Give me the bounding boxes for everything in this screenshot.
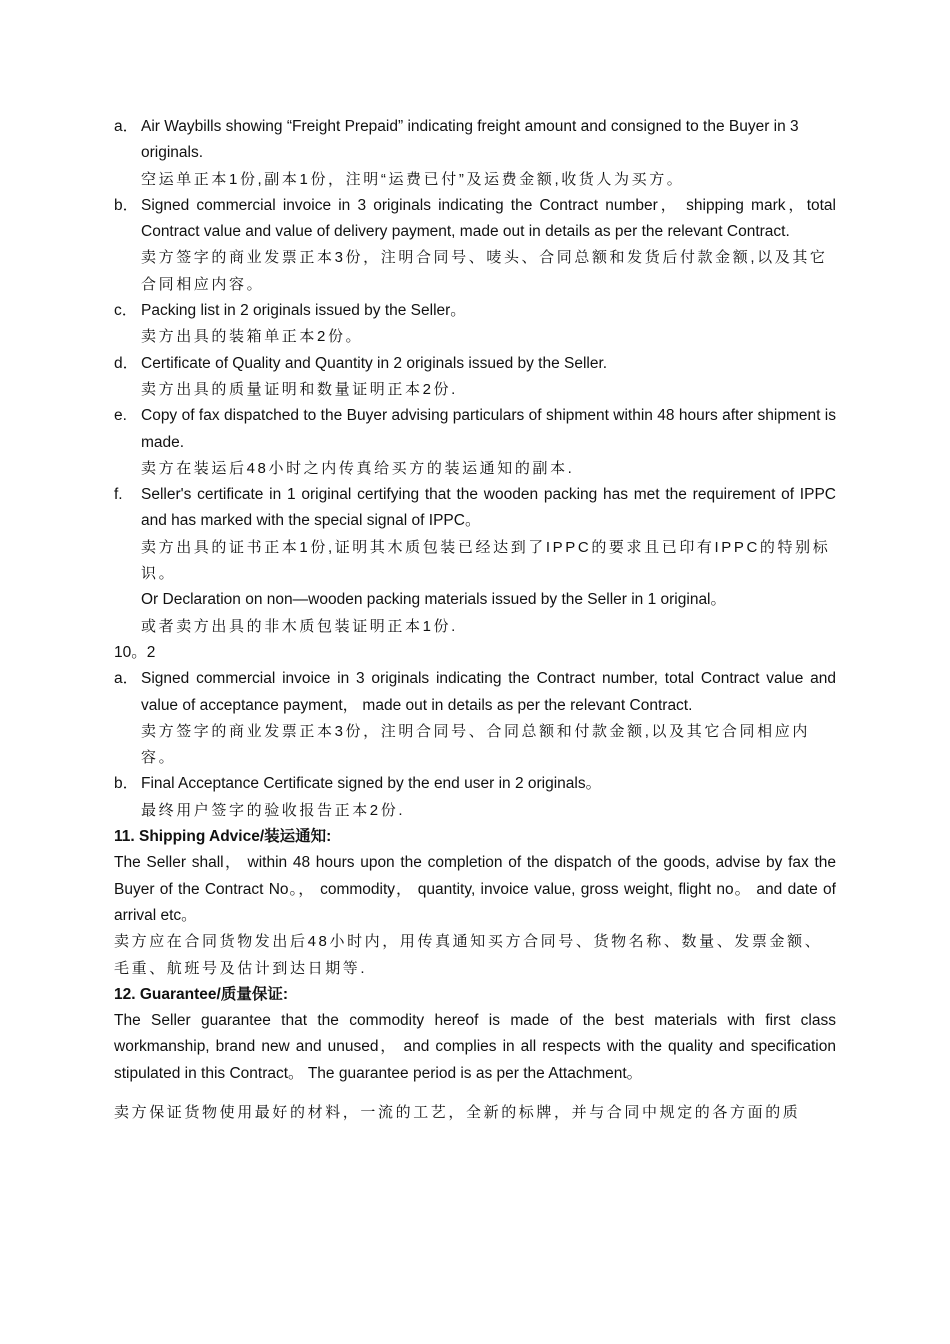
- chinese-text: 卖方签字的商业发票正本3份，注明合同号、合同总额和付款金额,以及其它合同相应内容。: [141, 722, 810, 767]
- english-text: Copy of fax dispatched to the Buyer advising particulars of shipment within 48 hours after shipment is made.: [141, 407, 836, 451]
- paragraph-english: The Seller guarantee that the commodity hereof is made of the best materials with first class workmanship, brand new and unused， and complies in all respects with the quality and specification stipulated in this Contract。 The guarantee period is as per the Attachment。: [114, 1012, 836, 1082]
- english-text: Seller's certificate in 1 original certifying that the wooden packing has met the requirement of IPPC and has marked with the special signal of IPPC。: [141, 486, 836, 530]
- paragraph-chinese: 卖方应在合同货物发出后48小时内，用传真通知买方合同号、货物名称、数量、发票金额、毛重、航班号及估计到达日期等.: [114, 933, 823, 977]
- list-marker: b．: [114, 775, 139, 793]
- section-number: 10。2: [114, 643, 156, 661]
- english-text: Final Acceptance Certificate signed by the end user in 2 originals。: [141, 775, 602, 793]
- english-text: Air Waybills showing “Freight Prepaid” indicating freight amount and consigned to the Buyer in 3 originals.: [141, 118, 799, 162]
- list-item: [114, 403, 836, 482]
- list-item: [114, 114, 836, 193]
- list-marker: f.: [114, 486, 123, 504]
- list-item: [114, 771, 836, 824]
- chinese-text: 卖方出具的质量证明和数量证明正本2份.: [141, 380, 458, 398]
- english-text: Signed commercial invoice in 3 originals indicating the Contract number， shipping mark，total Contract value and value of delivery payment, made out in details as per the relevant Contract.: [141, 196, 836, 241]
- spacer: [114, 1087, 836, 1100]
- list-marker: a．: [114, 118, 139, 135]
- chinese-text-alt: 或者卖方出具的非木质包装证明正本1份.: [141, 617, 458, 635]
- english-text: Packing list in 2 originals issued by the Seller。: [141, 302, 466, 320]
- document-page: [114, 114, 836, 1126]
- list-item: [114, 193, 836, 298]
- chinese-text: 卖方出具的证书正本1份,证明其木质包装已经达到了IPPC的要求且已印有IPPC的特别标识。: [141, 538, 831, 583]
- list-marker: b．: [114, 196, 139, 214]
- section-heading: 11. Shipping Advice/装运通知:: [114, 828, 332, 846]
- list-marker: a．: [114, 670, 139, 688]
- list-marker: c．: [114, 302, 138, 320]
- list-item: [114, 298, 836, 351]
- paragraph-english: The Seller shall， within 48 hours upon the completion of the dispatch of the goods, advise by fax the Buyer of the Contract No。， commodity， quantity, invoice value, gross weight, flight no。 and date of arrival etc。: [114, 854, 836, 924]
- list-item: [114, 482, 836, 640]
- paragraph-chinese: 卖方保证货物使用最好的材料，一流的工艺，全新的标牌，并与合同中规定的各方面的质: [114, 1103, 801, 1121]
- english-text: Certificate of Quality and Quantity in 2 originals issued by the Seller.: [141, 354, 608, 372]
- section-heading: 12. Guarantee/质量保证:: [114, 985, 288, 1003]
- chinese-text: 卖方签字的商业发票正本3份，注明合同号、唛头、合同总额和发货后付款金额,以及其它合同相应内容。: [141, 249, 828, 293]
- list-marker: e.: [114, 407, 127, 425]
- list-item: [114, 666, 836, 771]
- list-item: [114, 351, 836, 404]
- chinese-text: 卖方出具的装箱单正本2份。: [141, 328, 364, 346]
- english-text: Signed commercial invoice in 3 originals indicating the Contract number, total Contract value and value of acceptance payment， made out in details as per the relevant Contract.: [141, 670, 836, 714]
- chinese-text: 卖方在装运后48小时之内传真给买方的装运通知的副本.: [141, 459, 575, 477]
- english-text-alt: Or Declaration on non—wooden packing materials issued by the Seller in 1 original。: [141, 591, 727, 609]
- list-marker: d．: [114, 354, 139, 372]
- chinese-text: 最终用户签字的验收报告正本2份.: [141, 801, 406, 819]
- chinese-text: 空运单正本1份,副本1份，注明“运费已付”及运费金额,收货人为买方。: [141, 170, 685, 188]
